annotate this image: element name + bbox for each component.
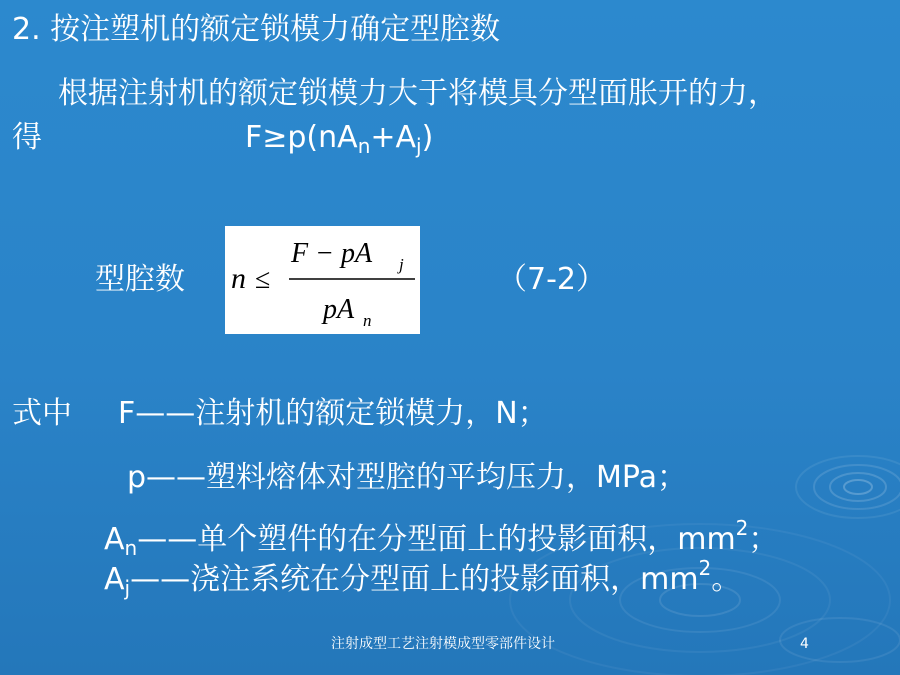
- definition-F: F——注射机的额定锁模力，N；: [118, 396, 548, 431]
- An-symbol: A: [104, 522, 125, 557]
- An-end: ；: [748, 522, 779, 557]
- intro-continuation: 得: [12, 120, 42, 155]
- inequality-sub-n: n: [357, 134, 371, 158]
- section-heading: 2. 按注塑机的额定锁模力确定型腔数: [12, 12, 501, 47]
- An-superscript: 2: [735, 516, 749, 540]
- page-number: 4: [800, 636, 809, 652]
- formula-lhs: n: [231, 262, 246, 295]
- clamping-force-inequality: [245, 120, 433, 156]
- formula-denominator: pA: [323, 294, 355, 325]
- definition-Aj: [104, 556, 742, 600]
- where-label: 式中: [12, 396, 72, 431]
- definition-p: p——塑料熔体对型腔的平均压力，MPa；: [127, 460, 688, 495]
- Aj-superscript: 2: [698, 556, 712, 580]
- Aj-subscript: j: [124, 576, 131, 600]
- Aj-text: ——浇注系统在分型面上的投影面积，mm: [130, 562, 699, 597]
- inequality-sub-j: j: [416, 134, 422, 158]
- An-subscript: n: [124, 536, 138, 560]
- inequality-mid: +A: [370, 120, 417, 155]
- inequality-lead: F≥p(nA: [245, 120, 358, 155]
- An-text: ——单个塑件的在分型面上的投影面积，mm: [137, 522, 736, 557]
- equation-number: （7-2）: [497, 262, 606, 297]
- formula-numerator-sub: j: [399, 255, 404, 274]
- formula-relation: ≤: [255, 264, 271, 295]
- inequality-tail: ): [421, 120, 434, 155]
- cavity-formula-image: [225, 226, 420, 334]
- cavity-count-label: 型腔数: [95, 262, 185, 297]
- formula-denominator-sub: n: [363, 311, 372, 330]
- Aj-end: 。: [711, 562, 742, 597]
- definition-An: [104, 516, 779, 560]
- intro-line: 根据注射机的额定锁模力大于将模具分型面胀开的力，: [58, 76, 778, 111]
- footer-title: 注射成型工艺注射模成型零部件设计: [331, 636, 555, 652]
- Aj-symbol: A: [104, 562, 125, 597]
- formula-numerator: F − pA: [291, 238, 373, 269]
